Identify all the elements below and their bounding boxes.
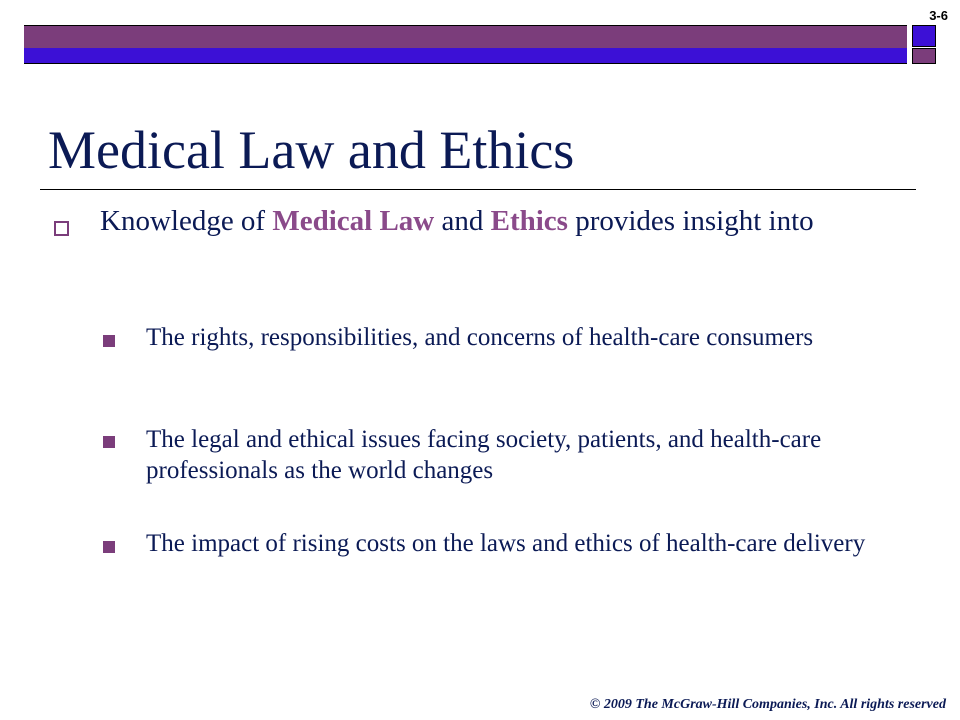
sub-bullet-3: The impact of rising costs on the laws and ethics of health-care delivery (146, 530, 866, 557)
header-square-purple (912, 48, 936, 64)
slide-title: Medical Law and Ethics (48, 120, 575, 180)
title-divider (40, 189, 916, 190)
slide-number: 3-6 (929, 8, 948, 23)
header-bar-blue (24, 48, 907, 64)
main-bullet-text-3: provides insight into (567, 205, 814, 237)
term-ethics: Ethics (490, 205, 568, 237)
square-bullet-icon (103, 335, 115, 347)
header-bar-purple (24, 25, 907, 49)
header-square-blue (912, 25, 936, 47)
square-bullet-icon (103, 541, 115, 553)
hollow-square-bullet-icon (54, 221, 69, 236)
square-bullet-icon (103, 436, 115, 448)
main-bullet-text-2: and (434, 205, 491, 237)
main-bullet-text-1: Knowledge of (100, 205, 273, 237)
term-medical-law: Medical Law (272, 205, 435, 237)
main-bullet (100, 204, 860, 238)
sub-bullet-2: The legal and ethical issues facing society, patients, and health-care professionals as the world changes (146, 426, 822, 484)
copyright-footer: © 2009 The McGraw-Hill Companies, Inc. All rights reserved (589, 697, 946, 712)
sub-bullet-1: The rights, responsibilities, and concerns of health-care consumers (146, 324, 814, 351)
